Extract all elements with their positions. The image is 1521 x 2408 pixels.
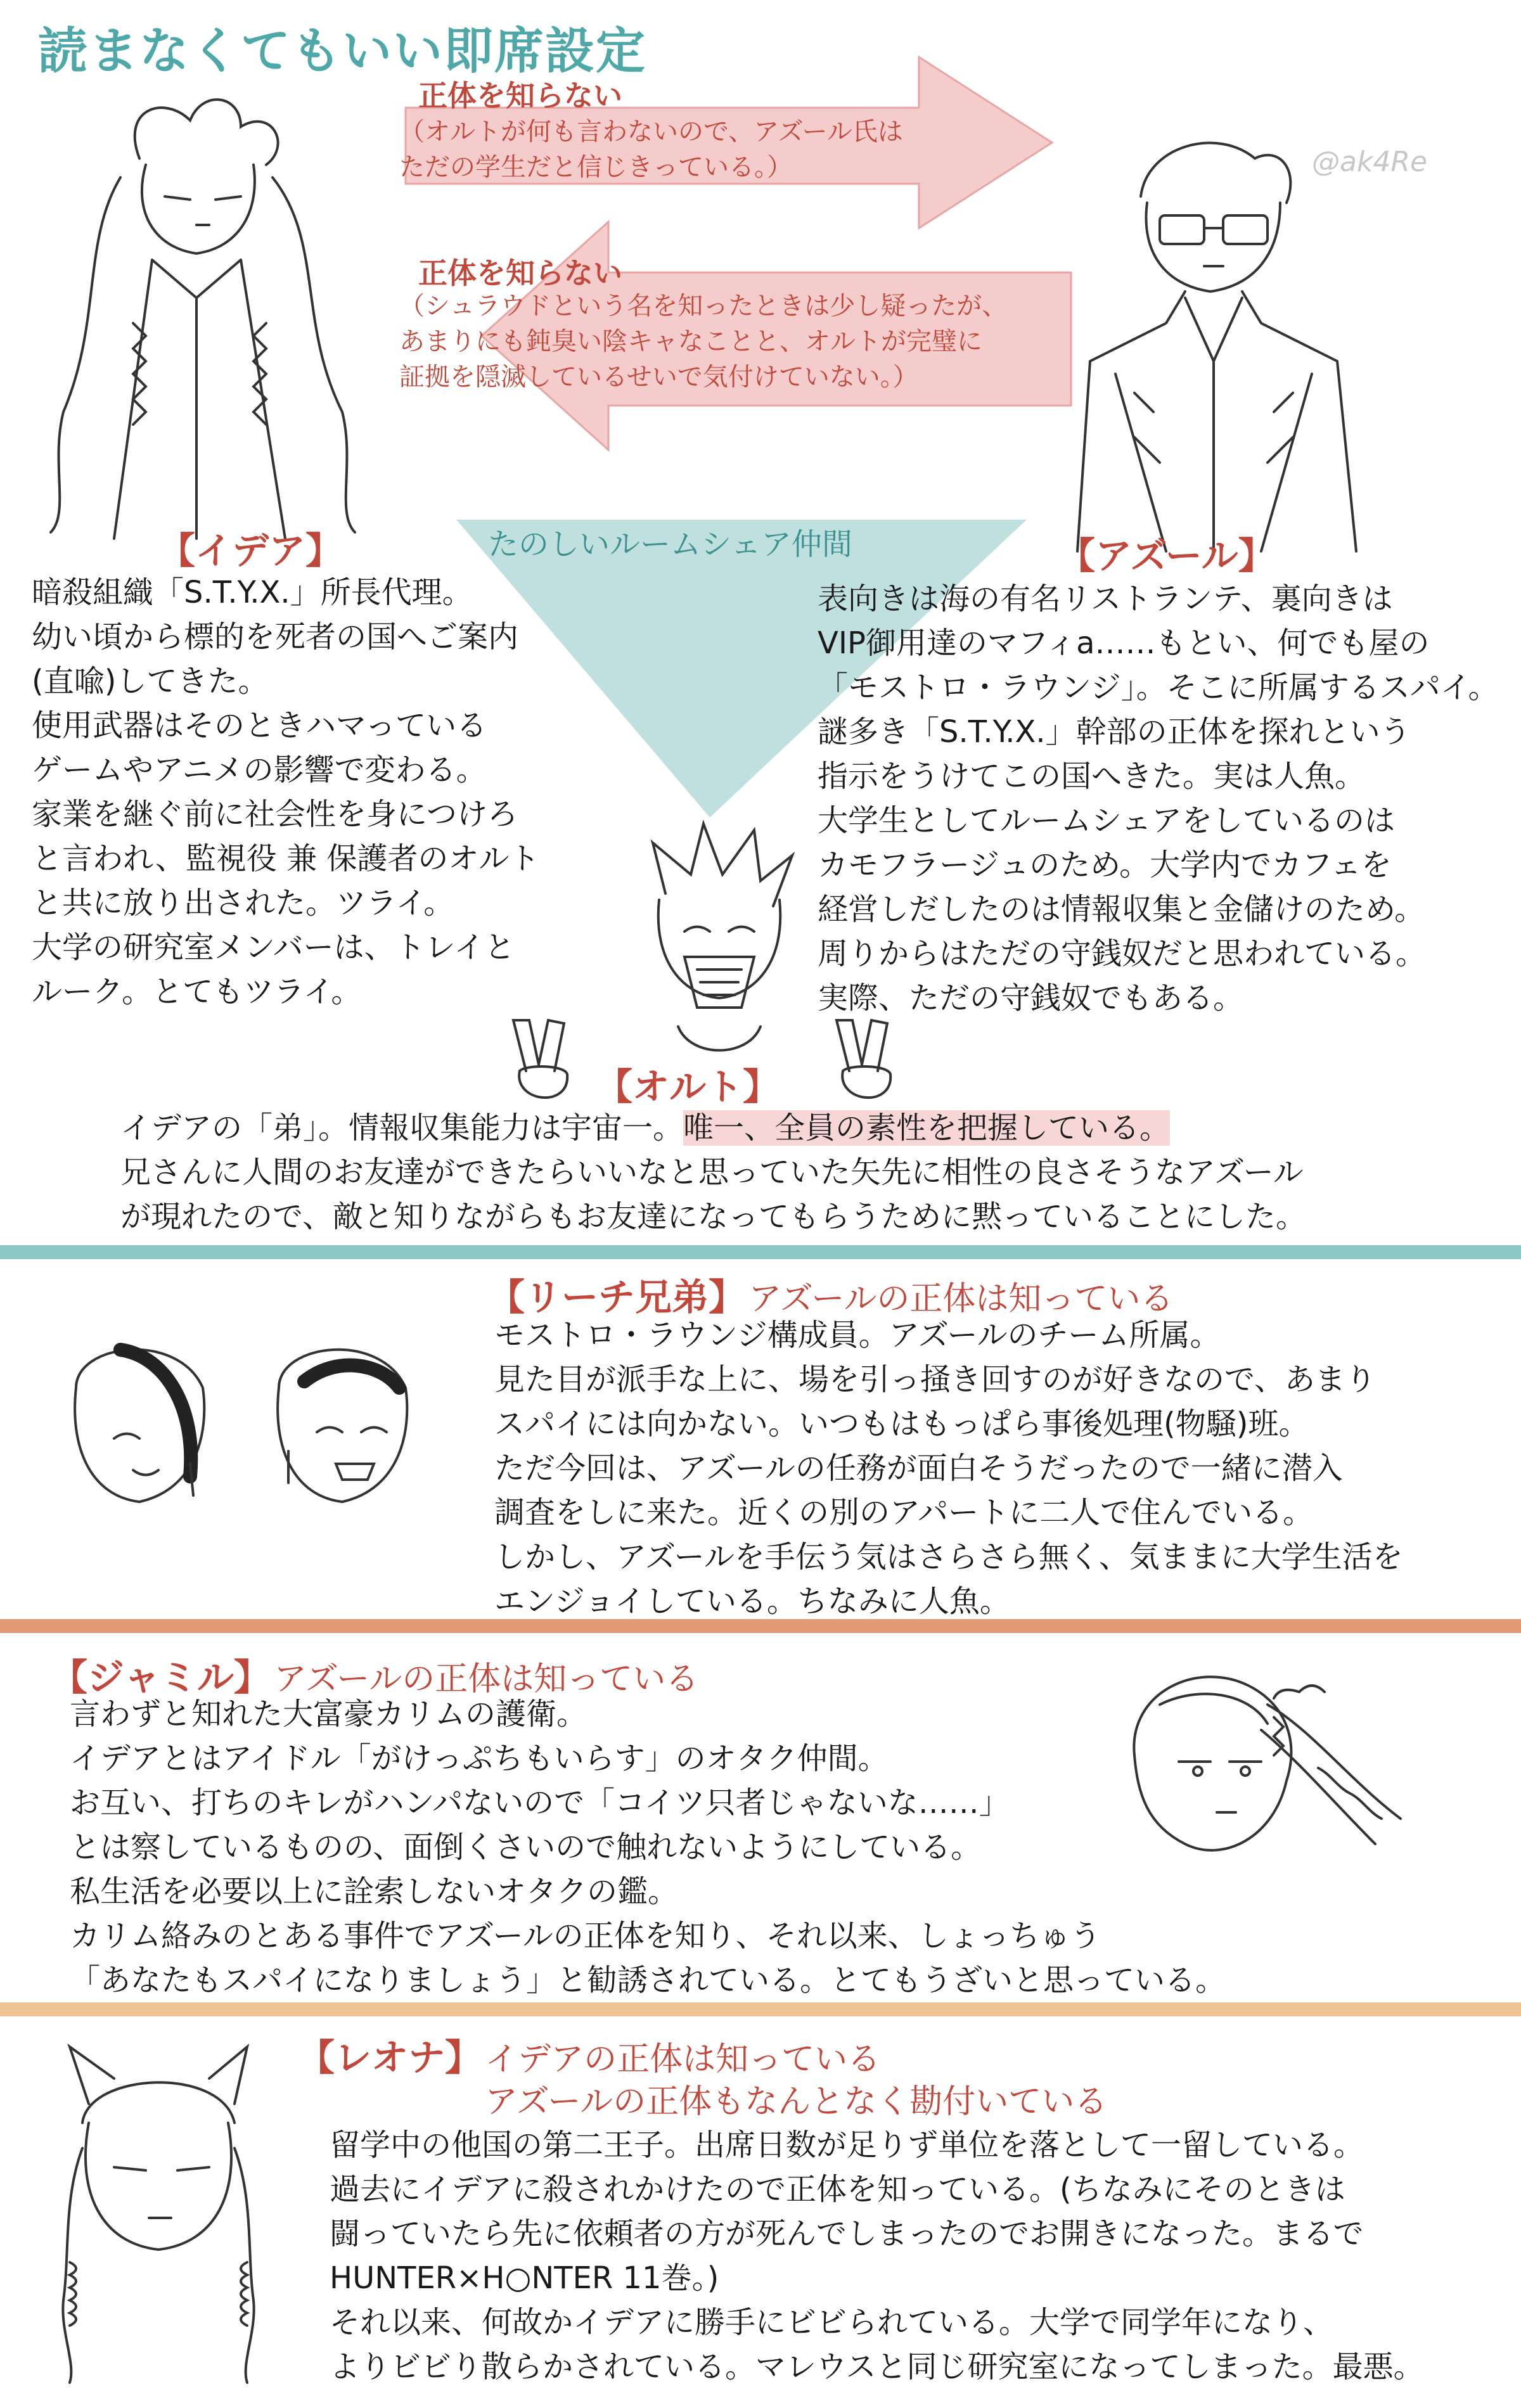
idia-line: 幼い頃から標的を死者の国へご案内 [32, 619, 519, 655]
jamil-line: とは察しているものの、面倒くさいので触れないようにしている。 [70, 1829, 982, 1865]
idia-line: (直喩)してきた。 [32, 663, 269, 699]
leona-header [298, 2028, 880, 2081]
leona-line: それ以来、何故かイデアに勝手にビビられている。大学で同学年になり、 [330, 2305, 1334, 2340]
idia-line: 使用武器はそのときハマっている [32, 708, 487, 743]
triangle-label: たのしいルームシェア仲間 [488, 527, 853, 562]
leona-illustration [25, 2034, 292, 2389]
jamil-status: アズールの正体は知っている [273, 1660, 699, 1698]
idia-tag: 【イデア】 [158, 529, 343, 572]
relation-bottom-heading: 正体を知らない [418, 256, 622, 290]
azul-line: 実際、ただの守銭奴でもある。 [818, 980, 1244, 1016]
idia-line: ルーク。とてもツライ。 [32, 974, 362, 1009]
ortho-line-1a: イデアの「弟」。情報収集能力は宇宙一。 [120, 1110, 684, 1146]
leech-line: 調査をしに来た。近くの別のアパートに二人で住んでいる。 [494, 1495, 1314, 1530]
leech-tag: 【リーチ兄弟】 [488, 1276, 746, 1319]
leona-line: HUNTER×H○NTER 11巻。) [330, 2260, 719, 2296]
jamil-line: 私生活を必要以上に詮索しないオタクの鑑。 [70, 1874, 679, 1909]
peace-hand-left-icon [501, 1014, 583, 1115]
ortho-illustration [615, 817, 824, 1071]
azul-line: 周りからはただの守銭奴だと思われている。 [818, 936, 1427, 971]
leech-line: モストロ・ラウンジ構成員。アズールのチーム所属。 [494, 1317, 1221, 1353]
section-divider [0, 1619, 1521, 1633]
leona-tag: 【レオナ】 [298, 2036, 482, 2079]
leona-status-2: アズールの正体もなんとなく勘付いている [485, 2083, 1108, 2121]
leech-line: 見た目が派手な上に、場を引っ掻き回すのが好きなので、あまり [494, 1362, 1377, 1397]
leech-status: アズールの正体は知っている [748, 1280, 1174, 1318]
idia-line: 大学の研究室メンバーは、トレイと [32, 930, 515, 965]
azul-line: VIP御用達のマフィa……もとい、何でも屋の [818, 625, 1430, 661]
leona-line: 留学中の他国の第二王子。出席日数が足りず単位を落として一留している。 [330, 2127, 1364, 2163]
jamil-line: お互い、打ちのキレがハンパないので「コイツ只者じゃないな……」 [70, 1785, 1010, 1821]
leech-line: ただ今回は、アズールの任務が面白そうだったので一緒に潜入 [494, 1451, 1343, 1486]
relation-top-note: （オルトが何も言わないので、アズール氏は ただの学生だと信じきっている。） [399, 117, 903, 182]
azul-line: 経営しだしたのは情報収集と金儲けのため。 [818, 892, 1425, 927]
leech-line: エンジョイしている。ちなみに人魚。 [494, 1584, 1010, 1619]
azul-line: 謎多き「S.T.Y.X.」幹部の正体を探れという [818, 714, 1411, 750]
page-title: 読まなくてもいい即席設定 [38, 23, 647, 80]
leech-line: しかし、アズールを手伝う気はさらさら無く、気ままに大学生活を [494, 1539, 1403, 1575]
azul-illustration [1039, 108, 1394, 551]
jamil-description [70, 1692, 1226, 2002]
ortho-tag: 【オルト】 [596, 1065, 780, 1108]
ortho-highlight: 唯一、全員の素性を把握している。 [683, 1110, 1171, 1146]
leona-line: よりビビり散らかされている。マレウスと同じ研究室になってしまった。最悪。 [330, 2349, 1424, 2385]
idia-line: 暗殺組織「S.T.Y.X.」所長代理。 [32, 575, 473, 610]
leech-illustration [38, 1318, 444, 1546]
jamil-line: 言わずと知れた大富豪カリムの護衛。 [70, 1696, 587, 1732]
peace-hand-right-icon [824, 1014, 906, 1115]
idia-line: と共に放り出された。ツライ。 [32, 885, 454, 921]
idia-line: 家業を継ぐ前に社会性を身につけろ [32, 797, 518, 832]
leona-status-1: イデアの正体は知っている [485, 2040, 881, 2078]
jamil-line: カリム絡みのとある事件でアズールの正体を知り、それ以来、しょっちゅう [70, 1918, 1101, 1954]
relation-bottom-note: （シュラウドという名を知ったときは少し疑ったが、 あまりにも鈍臭い陰キャなことと、オルトが完璧に 証拠を隠滅しているせいで気付けていない。） [399, 291, 1008, 392]
leech-description [494, 1313, 1403, 1623]
jamil-line: イデアとはアイドル「がけっぷちもいらす」のオタク仲間。 [70, 1741, 889, 1776]
leona-line: 闘っていたら先に依頼者の方が死んでしまったのでお開きになった。まるで [330, 2216, 1364, 2251]
section-divider [0, 1245, 1521, 1259]
azul-line: 指示をうけてこの国へきた。実は人魚。 [818, 759, 1366, 794]
jamil-illustration [1109, 1654, 1413, 1901]
ortho-description [120, 1106, 1306, 1239]
jamil-line: 「あなたもスパイになりましょう」と勧誘されている。とてもうざいと思っている。 [70, 1963, 1226, 1998]
azul-line: 表向きは海の有名リストランテ、裏向きは [818, 581, 1393, 617]
ortho-line-2: 兄さんに人間のお友達ができたらいいなと思っていた矢先に相性の良さそうなアズール [120, 1155, 1304, 1190]
idia-illustration [25, 82, 380, 539]
jamil-tag: 【ジャミル】 [51, 1656, 271, 1699]
idia-line: と言われ、監視役 兼 保護者のオルト [32, 841, 540, 876]
watermark: @ak4Re [1312, 146, 1428, 178]
section-divider [0, 2002, 1521, 2016]
leona-line: 過去にイデアに殺されかけたので正体を知っている。(ちなみにそのときは [330, 2172, 1345, 2207]
relation-top-heading: 正体を知らない [418, 79, 622, 113]
idia-description [32, 570, 539, 1014]
idia-line: ゲームやアニメの影響で変わる。 [32, 752, 487, 788]
ortho-line-3: が現れたので、敵と知りながらもお友達になってもらうために黙っていることにした。 [120, 1199, 1307, 1234]
leona-description [330, 2123, 1424, 2389]
leech-line: スパイには向かない。いつもはもっぱら事後処理(物騒)班。 [494, 1406, 1309, 1442]
azul-tag: 【アズール】 [1058, 534, 1275, 577]
azul-line: カモフラージュのため。大学内でカフェを [818, 847, 1392, 883]
azul-description [818, 577, 1498, 1020]
azul-line: 「モストロ・ラウンジ」。そこに所属するスパイ。 [818, 670, 1499, 705]
azul-line: 大学生としてルームシェアをしているのは [818, 803, 1396, 838]
